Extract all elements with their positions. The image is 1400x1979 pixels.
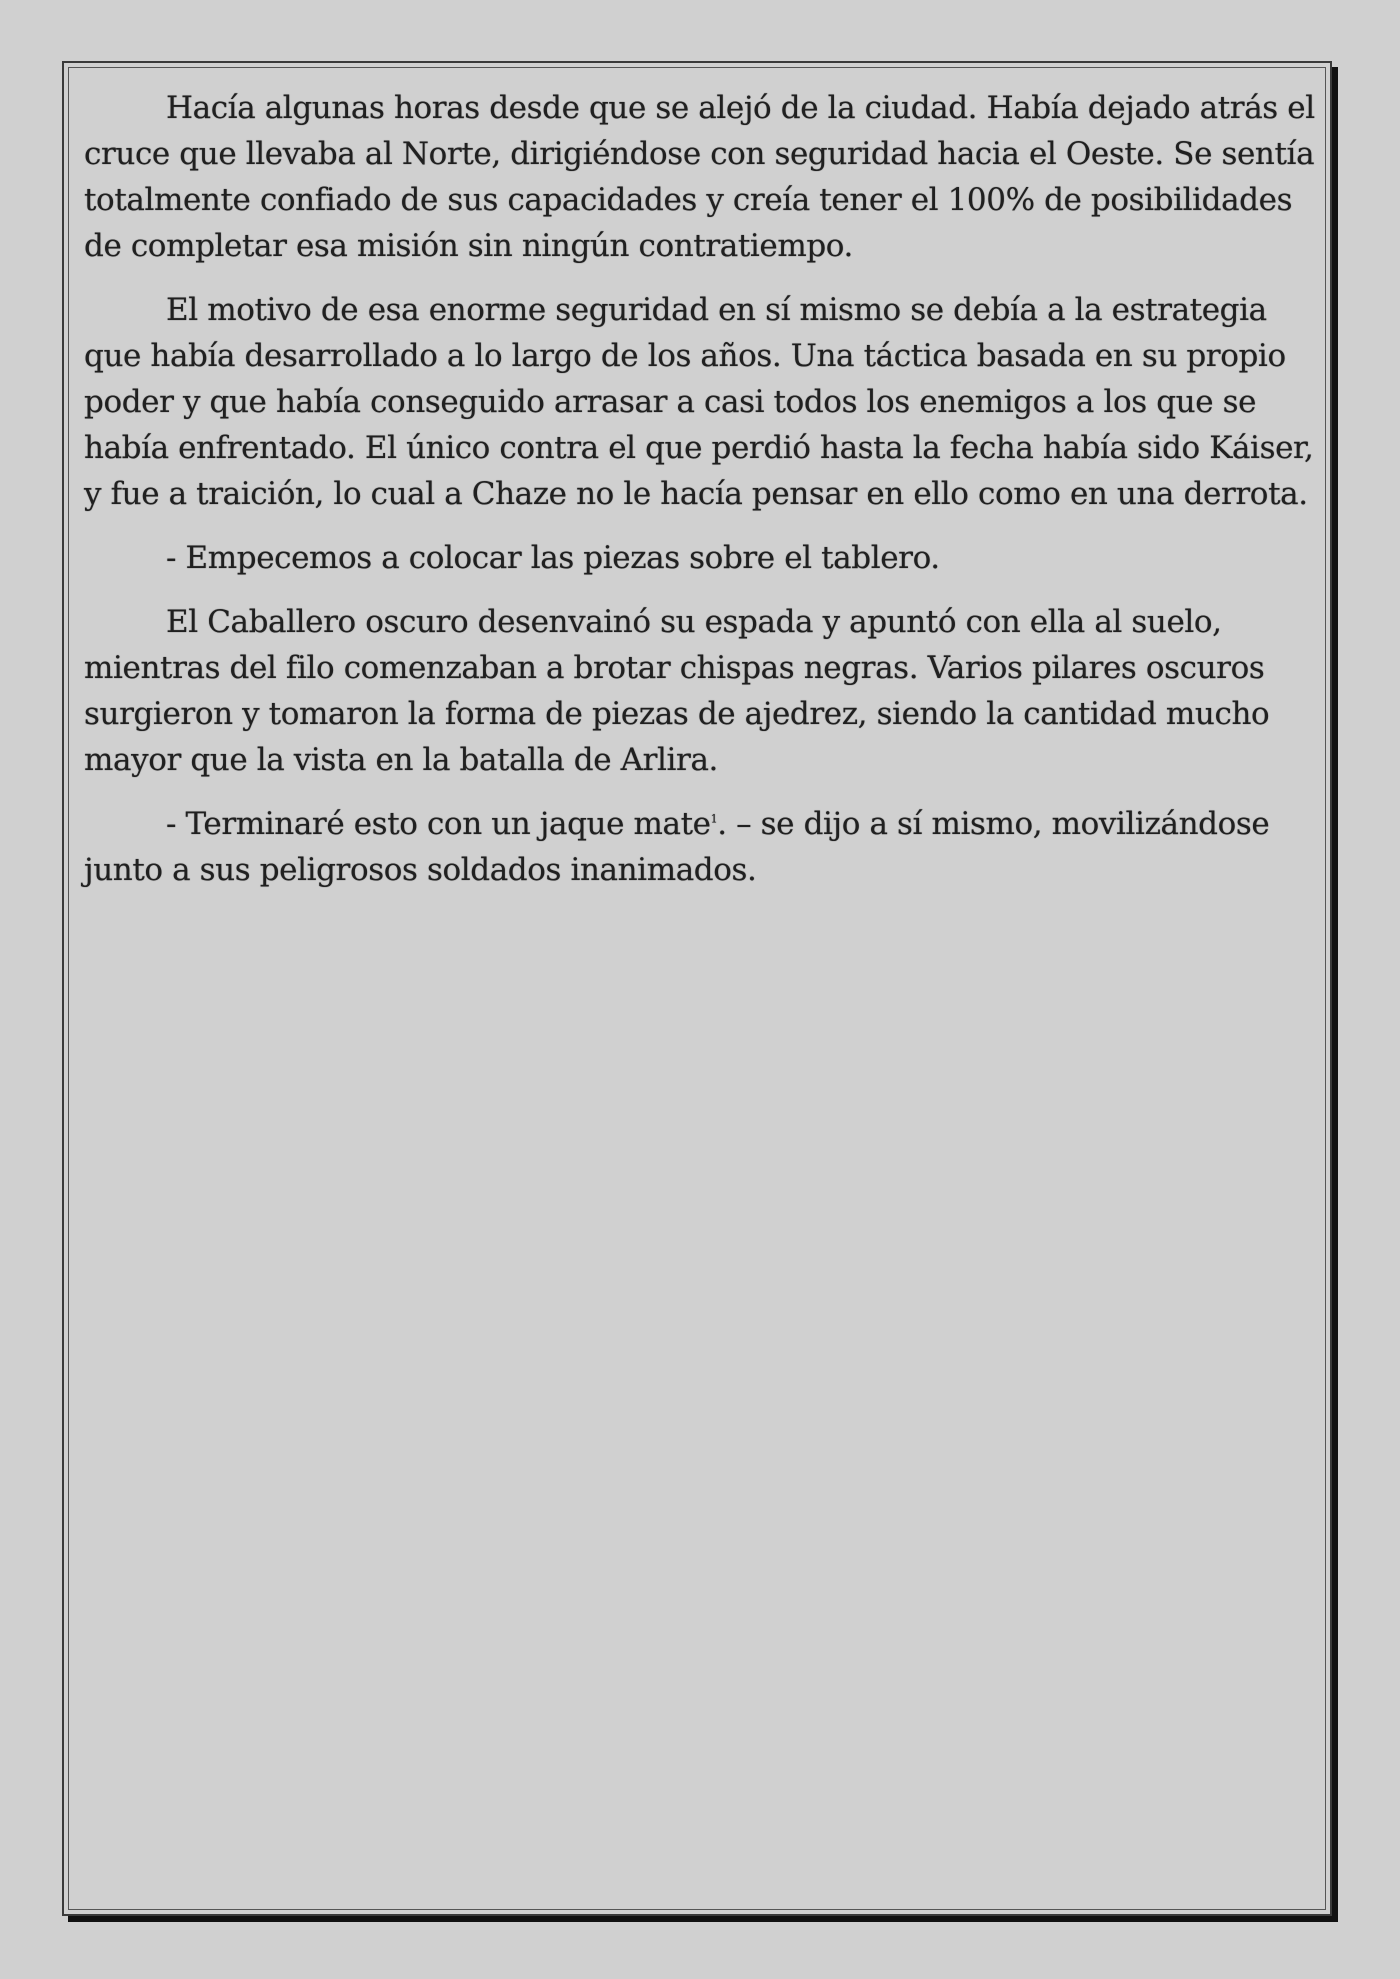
footnote-marker[interactable]: 1 [710,812,718,826]
page-text [84,85,1324,911]
page-frame [62,61,1332,1916]
paragraph-5 [84,801,1324,893]
paragraph-1: Hacía algunas horas desde que se alejó de la ciudad. Había dejado atrás el cruce que llevaba al Norte, dirigiéndose con seguridad hacia el Oeste. Se sentía totalmente confiado de sus capacidades y creía tener el 100% de posibilidades de completar esa misión sin ningún contratiempo. [84,90,1315,264]
paragraph-5-text-start: - Terminaré esto con un jaque mate [166,806,711,842]
paragraph-5-text-end: . – se dijo a sí mismo, movilizándose junto a sus peligrosos soldados inanimados. [84,806,1270,888]
paragraph-3: - Empecemos a colocar las piezas sobre el tablero. [166,540,940,576]
paragraph-4: El Caballero oscuro desenvainó su espada y apuntó con ella al suelo, mientras del filo comenzaban a brotar chispas negras. Varios pilares oscuros surgieron y tomaron la forma de piezas de ajedrez, siendo la cantidad mucho mayor que la vista en la batalla de Arlira. [84,604,1270,778]
paragraph-2: El motivo de esa enorme seguridad en sí mismo se debía a la estrategia que había desarrollado a lo largo de los años. Una táctica basada en su propio poder y que había conseguido arrasar a casi todos los enemigos a los que se había enfrentado. El único contra el que perdió hasta la fecha había sido Káiser, y fue a traición, lo cual a Chaze no le hacía pensar en ello como en una derrota. [84,292,1314,512]
